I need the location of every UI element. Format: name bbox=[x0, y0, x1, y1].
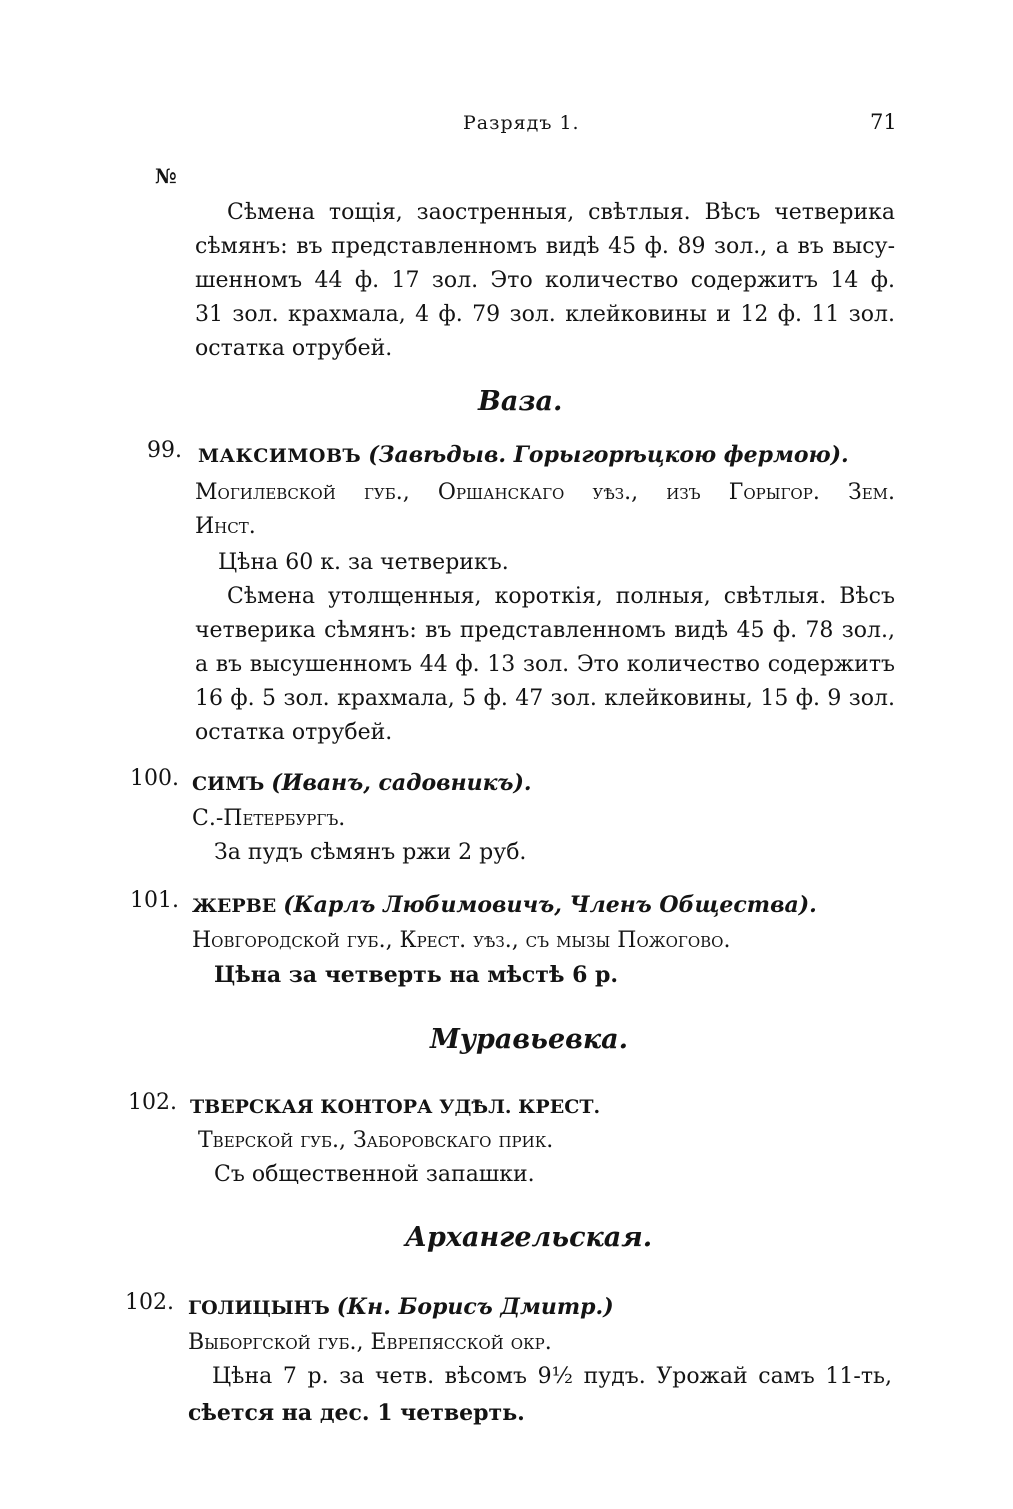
entry-heading bbox=[188, 1290, 614, 1325]
entry-number: 99. bbox=[147, 438, 182, 463]
location-line: Могилевской губ., Оршанскаго уѣз., изъ Горыгор. Зем. bbox=[195, 480, 895, 505]
exhibitor-name: ЖЕРВЕ bbox=[192, 895, 277, 917]
description-line: четверика сѣмянъ: въ представленномъ видѣ 45 ф. 78 зол., bbox=[195, 618, 895, 643]
entry-heading bbox=[192, 766, 532, 801]
intro-line: шенномъ 44 ф. 17 зол. Это количество содержитъ 14 ф. bbox=[195, 268, 895, 293]
intro-line: 31 зол. крахмала, 4 ф. 79 зол. клейковины и 12 ф. 11 зол. bbox=[195, 302, 895, 327]
exhibitor-note: (Карлъ Любимовичъ, Членъ Общества). bbox=[283, 892, 817, 918]
entry-number: 102. bbox=[125, 1290, 174, 1315]
intro-line: остатка отрубей. bbox=[195, 336, 393, 361]
section-heading-vaza: Ваза. bbox=[478, 386, 563, 417]
description-line: 16 ф. 5 зол. крахмала, 5 ф. 47 зол. клейковины, 15 ф. 9 зол. bbox=[195, 686, 895, 711]
entry-number: 102. bbox=[128, 1090, 177, 1115]
page-number: 71 bbox=[870, 110, 897, 134]
exhibitor-name: ГОЛИЦЫНЪ bbox=[188, 1297, 330, 1319]
price-line: Цѣна 7 р. за четв. вѣсомъ 9½ пудъ. Урожай самъ 11-ть, bbox=[212, 1364, 892, 1389]
running-header: Разрядъ 1. bbox=[463, 112, 580, 134]
entry-number: 101. bbox=[130, 888, 179, 913]
description-line: а въ высушенномъ 44 ф. 13 зол. Это количество содержитъ bbox=[195, 652, 895, 677]
exhibitor-note: (Иванъ, садовникъ). bbox=[271, 770, 532, 796]
price-line: сѣется на дес. 1 четверть. bbox=[188, 1400, 525, 1426]
entry-heading bbox=[198, 438, 849, 473]
description-line: остатка отрубей. bbox=[195, 720, 393, 745]
exhibitor-name: ТВЕРСКАЯ КОНТОРА УДѢЛ. КРЕСТ. bbox=[190, 1096, 601, 1118]
location-line: Новгородской губ., Крест. уѣз., съ мызы Пожогово. bbox=[192, 928, 731, 953]
exhibitor-name: СИМЪ bbox=[192, 773, 265, 795]
section-heading-muravyevka: Муравьевка. bbox=[430, 1024, 629, 1055]
section-heading-arkhangelskaya: Архангельская. bbox=[405, 1222, 653, 1253]
intro-line: сѣмянъ: въ представленномъ видѣ 45 ф. 89 зол., а въ высу- bbox=[195, 234, 895, 259]
description-line: Сѣмена утолщенныя, короткія, полныя, свѣтлыя. Вѣсъ bbox=[227, 584, 895, 609]
exhibitor-note: (Кн. Борисъ Дмитр.) bbox=[336, 1294, 614, 1320]
entry-number: 100. bbox=[130, 766, 179, 791]
exhibitor-note: (Завѣдыв. Горыгорѣцкою фермою). bbox=[368, 442, 849, 468]
location-line: С.-Петербургъ. bbox=[192, 806, 346, 831]
price-line: Съ общественной запашки. bbox=[214, 1162, 535, 1187]
price-line: Цѣна за четверть на мѣстѣ 6 р. bbox=[214, 962, 619, 988]
number-sign: № bbox=[155, 164, 177, 188]
exhibitor-name: МАКСИМОВЪ bbox=[198, 445, 362, 467]
location-line: Тверской губ., Заборовскаго прик. bbox=[198, 1128, 554, 1153]
price-line: За пудъ сѣмянъ ржи 2 руб. bbox=[214, 840, 527, 865]
location-line: Выборгской губ., Еврепясской окр. bbox=[188, 1330, 552, 1355]
location-line: Инст. bbox=[195, 514, 256, 539]
price-line: Цѣна 60 к. за четверикъ. bbox=[218, 550, 509, 575]
intro-line: Сѣмена тощія, заостренныя, свѣтлыя. Вѣсъ четверика bbox=[227, 200, 895, 225]
entry-heading bbox=[192, 888, 817, 923]
